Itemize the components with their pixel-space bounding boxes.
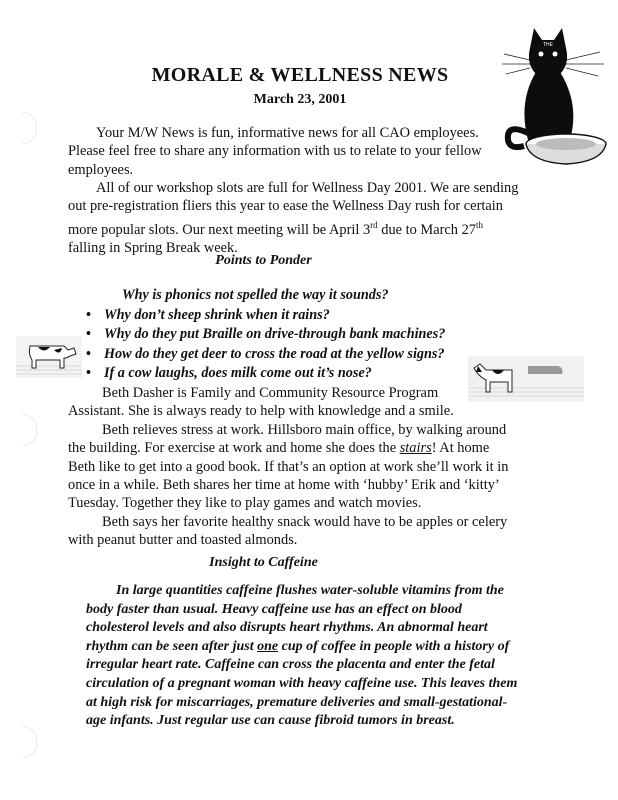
ordinal-th: th: [475, 219, 483, 230]
ponder-item-text: Why is phonics not spelled the way it sounds?: [122, 287, 389, 303]
workshop-text-a: All of our workshop slots are full for Wellness Day 2001. We are sending out pre-registration fliers this year to ease the Wellness Day rush for certain more popular slots. Our next meeting will be April 3: [68, 180, 519, 238]
ponder-list: [86, 286, 564, 384]
cow-illustration-left: [16, 336, 82, 378]
caffeine-heading: Insight to Caffeine: [209, 555, 318, 570]
cat-collar-text: THE: [543, 42, 553, 48]
stairs-emphasis: stairs: [399, 440, 432, 457]
ponder-item: [86, 364, 564, 384]
beth-intro-text: Beth Dasher is Family and Community Resource Program Assistant. She is always ready to help with knowledge and a smile.: [68, 385, 454, 420]
bullet-icon: •: [86, 326, 91, 342]
ponder-item-text: How do they get deer to cross the road at the yellow signs?: [104, 345, 445, 362]
cat-with-bowl-illustration: [500, 22, 612, 174]
beth-snack-text: Beth says her favorite healthy snack would have to be apples or celery with peanut butter and toasted almonds.: [68, 514, 508, 549]
punch-hole-middle: [22, 414, 37, 446]
ponder-item-text: If a cow laughs, does milk come out it’s nose?: [104, 365, 372, 381]
caffeine-text-b: cup of coffee in people with a history of irregular heart rate. Caffeine can cross the placenta and enter the fetal circulation of a pregnant woman with heavy caffeine use. This leaves them at high risk for miscarriages, premature deliveries and small-gestational-age infants. Just regular use can cause fibroid tumors in breast.: [86, 638, 518, 729]
punch-hole-bottom: [22, 726, 37, 758]
ponder-item: [86, 306, 564, 326]
one-emphasis: one: [257, 638, 279, 654]
workshop-text-c: falling in Spring Break week.: [68, 239, 238, 256]
beth-stress-text-a: Beth relieves stress at work. Hillsboro main office, by walking around the building. For exercise at work and home she does the: [68, 422, 507, 457]
bullet-icon: •: [86, 345, 91, 362]
ponder-item: [104, 286, 564, 306]
beth-stress-paragraph: [68, 421, 518, 512]
ponder-item-text: Why do they put Braille on drive-through bank machines?: [104, 326, 446, 342]
beth-stress-text-b: ! At home Beth like to get into a good book. If that’s an option at work she’ll work it in once in a while. Beth shares her time at home with ‘hubby’ Erik and ‘kitty’ Tuesday. Together they like to play games and watch movies.: [68, 440, 509, 512]
beth-intro-paragraph: [68, 384, 468, 421]
beth-snack-paragraph: [68, 513, 518, 550]
bullet-icon: •: [86, 365, 91, 381]
points-to-ponder-heading: Points to Ponder: [215, 253, 312, 268]
ordinal-rd: rd: [370, 219, 378, 230]
ponder-item-text: Why don’t sheep shrink when it rains?: [104, 306, 330, 323]
workshop-text-b: due to March 27: [377, 221, 476, 238]
intro-paragraph: [68, 124, 504, 179]
intro-text: Your M/W News is fun, informative news for all CAO employees. Please feel free to share any information with us to relate to your fellow employees.: [68, 125, 482, 178]
ponder-item: [86, 345, 564, 365]
issue-date: March 23, 2001: [253, 92, 347, 107]
bullet-icon: •: [86, 306, 91, 323]
newsletter-title: MORALE & WELLNESS NEWS: [151, 64, 449, 86]
ponder-item: [86, 325, 564, 345]
workshop-paragraph: [68, 179, 522, 257]
punch-hole-top: [22, 112, 37, 144]
caffeine-paragraph: [86, 582, 520, 731]
caffeine-text-a: In large quantities caffeine flushes water-soluble vitamins from the body faster than usual. Heavy caffeine use has an effect on blood cholesterol levels and also disrupts heart rhythms. An abnormal heart rhythm can be seen after just: [86, 583, 504, 654]
